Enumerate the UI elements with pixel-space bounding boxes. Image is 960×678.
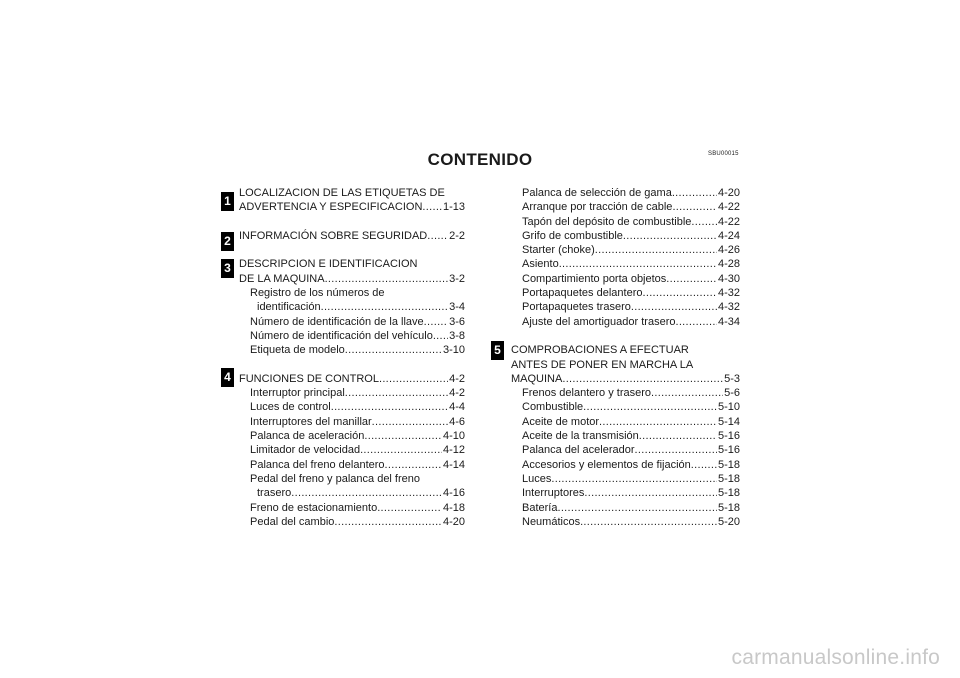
toc-entry-text: Combustible — [522, 401, 584, 414]
toc-entry-sec5-line1: COMPROBACIONES A EFECTUAR — [511, 344, 689, 357]
toc-entry-page: 5-18 — [717, 487, 740, 500]
toc-subentry[interactable] — [511, 501, 740, 515]
toc-subentry[interactable] — [239, 515, 465, 529]
toc-subentry[interactable] — [511, 486, 740, 500]
dot-leader — [559, 257, 717, 271]
dot-leader — [433, 329, 448, 343]
dot-leader — [562, 372, 723, 386]
section-tab-5: 5 — [491, 341, 504, 360]
toc-subentry[interactable] — [511, 300, 740, 314]
toc-entry-page: 4-18 — [442, 501, 465, 514]
dot-leader — [321, 300, 449, 314]
dot-leader — [291, 486, 442, 500]
toc-entry-page: 4-14 — [442, 458, 465, 471]
toc-entry-text: Etiqueta de modelo — [250, 344, 345, 357]
dot-leader — [675, 315, 717, 329]
toc-entry-page: 2-2 — [449, 229, 465, 242]
dot-leader — [639, 429, 717, 443]
toc-entry-page: 4-20 — [717, 187, 740, 199]
toc-entry-text: Starter (choke) — [522, 244, 595, 257]
toc-subentry[interactable] — [511, 243, 740, 257]
toc-entry-sec2[interactable] — [239, 229, 465, 243]
dot-leader — [345, 386, 448, 400]
dot-leader — [334, 515, 442, 529]
toc-entry-page: 4-22 — [717, 215, 740, 228]
toc-entry-text: Limitador de velocidad — [250, 444, 361, 457]
dot-leader — [599, 415, 717, 429]
toc-entry-text: Número de identificación del vehículo — [250, 329, 433, 342]
toc-entry-page: 5-20 — [717, 515, 740, 528]
dot-leader — [580, 515, 717, 529]
toc-entry-page: 3-4 — [449, 301, 465, 314]
dot-leader — [427, 229, 448, 243]
toc-subentry[interactable] — [239, 415, 465, 429]
toc-entry-page: 4-6 — [449, 415, 465, 428]
toc-entry-text: Palanca de selección de gama — [522, 187, 672, 199]
toc-subentry-line1: Registro de los números de — [250, 287, 385, 300]
toc-entry-text: Arranque por tracción de cable — [522, 201, 673, 214]
toc-subentry-line1: Pedal del freno y palanca del freno — [250, 472, 421, 485]
document-code: SBU00015 — [708, 151, 739, 157]
dot-leader — [424, 315, 448, 329]
toc-entry-text: Tapón del depósito de combustible — [522, 215, 692, 228]
dot-leader — [584, 486, 717, 500]
toc-entry-page: 4-28 — [717, 258, 740, 271]
toc-entry-page: 5-18 — [717, 472, 740, 485]
toc-entry-page: 1-13 — [442, 201, 465, 214]
toc-subentry[interactable] — [511, 458, 740, 472]
toc-subentry[interactable] — [511, 472, 740, 486]
dot-leader — [583, 400, 717, 414]
toc-entry-sec1[interactable] — [239, 200, 465, 214]
toc-subentry[interactable] — [511, 272, 740, 286]
dot-leader — [672, 186, 717, 200]
toc-subentry[interactable] — [511, 200, 740, 214]
toc-entry-text: Interruptores — [522, 487, 585, 500]
page-title: CONTENIDO — [427, 150, 533, 169]
dot-leader — [325, 272, 449, 286]
toc-entry-text: MAQUINA — [511, 372, 563, 385]
toc-entry-text: Palanca de aceleración — [250, 430, 365, 443]
dot-leader — [666, 272, 717, 286]
toc-entry-text: Interruptor principal — [250, 387, 345, 400]
toc-subentry[interactable] — [239, 486, 465, 500]
dot-leader — [595, 243, 717, 257]
toc-subentry[interactable] — [511, 515, 740, 529]
toc-entry-text: FUNCIONES DE CONTROL — [239, 372, 379, 385]
toc-entry-page: 4-20 — [442, 515, 465, 528]
toc-entry-text: DE LA MAQUINA — [239, 272, 325, 285]
toc-subentry[interactable] — [511, 215, 740, 229]
dot-leader — [372, 415, 448, 429]
dot-leader — [551, 472, 717, 486]
dot-leader — [379, 372, 448, 386]
toc-entry-sec4[interactable] — [239, 372, 465, 386]
dot-leader — [631, 300, 717, 314]
toc-entry-text: INFORMACIÓN SOBRE SEGURIDAD — [239, 229, 428, 242]
section-tab-2: 2 — [221, 232, 234, 251]
toc-subentry[interactable] — [511, 443, 740, 457]
toc-entry-page: 5-16 — [717, 444, 740, 457]
toc-subentry[interactable] — [511, 286, 740, 300]
toc-entry-text: Pedal del cambio — [250, 515, 335, 528]
toc-entry-page: 4-26 — [717, 244, 740, 257]
watermark: carmanualsonline.info — [731, 646, 940, 669]
dot-leader — [635, 443, 717, 457]
toc-entry-page: 5-16 — [717, 430, 740, 443]
toc-entry-page: 3-10 — [442, 344, 465, 357]
dot-leader — [691, 215, 717, 229]
toc-entry-page: 4-34 — [717, 315, 740, 328]
toc-entry-text: Palanca del acelerador — [522, 444, 635, 457]
toc-entry-page: 4-2 — [449, 372, 465, 385]
toc-subentry[interactable] — [239, 429, 465, 443]
dot-leader — [345, 343, 442, 357]
toc-entry-sec5[interactable] — [511, 372, 740, 386]
toc-subentry[interactable] — [511, 400, 740, 414]
toc-entry-page: 5-6 — [724, 387, 740, 400]
dot-leader — [364, 429, 442, 443]
toc-subentry[interactable] — [511, 186, 740, 200]
dot-leader — [360, 443, 442, 457]
toc-entry-page: 4-30 — [717, 272, 740, 285]
toc-entry-page: 3-8 — [449, 329, 465, 342]
toc-subentry[interactable] — [239, 315, 465, 329]
dot-leader — [557, 501, 717, 515]
toc-subentry[interactable] — [239, 386, 465, 400]
toc-entry-text: Número de identificación de la llave — [250, 315, 424, 328]
dot-leader — [331, 400, 448, 414]
toc-entry-page: 5-18 — [717, 501, 740, 514]
toc-subentry[interactable] — [239, 329, 465, 343]
toc-subentry[interactable] — [239, 400, 465, 414]
section-tab-3: 3 — [221, 259, 234, 278]
toc-entry-sec1-line1: LOCALIZACION DE LAS ETIQUETAS DE — [239, 187, 445, 199]
toc-entry-text: Luces de control — [250, 401, 331, 414]
toc-entry-page: 4-22 — [717, 201, 740, 214]
toc-entry-text: Interruptores del manillar — [250, 415, 372, 428]
dot-leader — [642, 286, 716, 300]
toc-subentry[interactable] — [239, 443, 465, 457]
toc-entry-text: ADVERTENCIA Y ESPECIFICACION — [239, 201, 423, 214]
toc-subentry[interactable] — [511, 415, 740, 429]
toc-entry-page: 4-32 — [717, 301, 740, 314]
toc-entry-page: 4-16 — [442, 487, 465, 500]
section-tab-4: 4 — [221, 368, 234, 387]
toc-subentry[interactable] — [239, 300, 465, 314]
toc-entry-page: 5-18 — [717, 458, 740, 471]
dot-leader — [422, 200, 442, 214]
toc-entry-text: Grifo de combustible — [522, 229, 623, 242]
toc-entry-text: Portapaquetes delantero — [522, 287, 643, 300]
toc-entry-page: 4-10 — [442, 430, 465, 443]
toc-entry-page: 5-14 — [717, 415, 740, 428]
toc-entry-page: 4-32 — [717, 287, 740, 300]
toc-subentry[interactable] — [239, 343, 465, 357]
toc-entry-text: Palanca del freno delantero — [250, 458, 385, 471]
toc-left-column — [239, 186, 465, 529]
toc-subentry[interactable] — [511, 386, 740, 400]
dot-leader — [385, 458, 442, 472]
toc-entry-page: 5-3 — [724, 372, 740, 385]
toc-entry-page: 3-6 — [449, 315, 465, 328]
toc-entry-text: Neumáticos — [522, 515, 581, 528]
toc-entry-text: Compartimiento porta objetos — [522, 272, 667, 285]
toc-subentry[interactable] — [511, 429, 740, 443]
section-tab-1: 1 — [221, 192, 234, 211]
toc-entry-sec5-line2: ANTES DE PONER EN MARCHA LA — [511, 358, 694, 371]
toc-entry-page: 4-12 — [442, 444, 465, 457]
toc-entry-text: Portapaquetes trasero — [522, 301, 631, 314]
toc-entry-text: Luces — [522, 472, 552, 485]
toc-subentry[interactable] — [239, 501, 465, 515]
toc-entry-text: trasero — [257, 487, 292, 500]
toc-subentry[interactable] — [511, 315, 740, 329]
toc-entry-page: 5-10 — [717, 401, 740, 414]
toc-entry-text: Aceite de la transmisión — [522, 430, 639, 443]
toc-entry-text: Asiento — [522, 258, 559, 271]
toc-entry-page: 3-2 — [449, 272, 465, 285]
dot-leader — [377, 501, 442, 515]
toc-entry-text: identificación — [257, 301, 321, 314]
dot-leader — [651, 386, 723, 400]
dot-leader — [672, 200, 717, 214]
toc-subentry[interactable] — [239, 458, 465, 472]
toc-right-column — [511, 186, 740, 529]
toc-entry-text: Freno de estacionamiento — [250, 501, 378, 514]
toc-entry-sec3[interactable] — [239, 272, 465, 286]
toc-subentry[interactable] — [511, 229, 740, 243]
toc-entry-sec3-line1: DESCRIPCION E IDENTIFICACION — [239, 258, 418, 271]
toc-entry-page: 4-4 — [449, 401, 465, 414]
toc-entry-text: Frenos delantero y trasero — [522, 387, 652, 400]
toc-entry-page: 4-24 — [717, 229, 740, 242]
toc-subentry[interactable] — [511, 257, 740, 271]
dot-leader — [623, 229, 717, 243]
toc-entry-text: Batería — [522, 501, 558, 514]
dot-leader — [691, 458, 717, 472]
toc-entry-text: Accesorios y elementos de fijación — [522, 458, 691, 471]
toc-entry-text: Aceite de motor — [522, 415, 600, 428]
toc-entry-page: 4-2 — [449, 387, 465, 400]
toc-entry-text: Ajuste del amortiguador trasero — [522, 315, 676, 328]
